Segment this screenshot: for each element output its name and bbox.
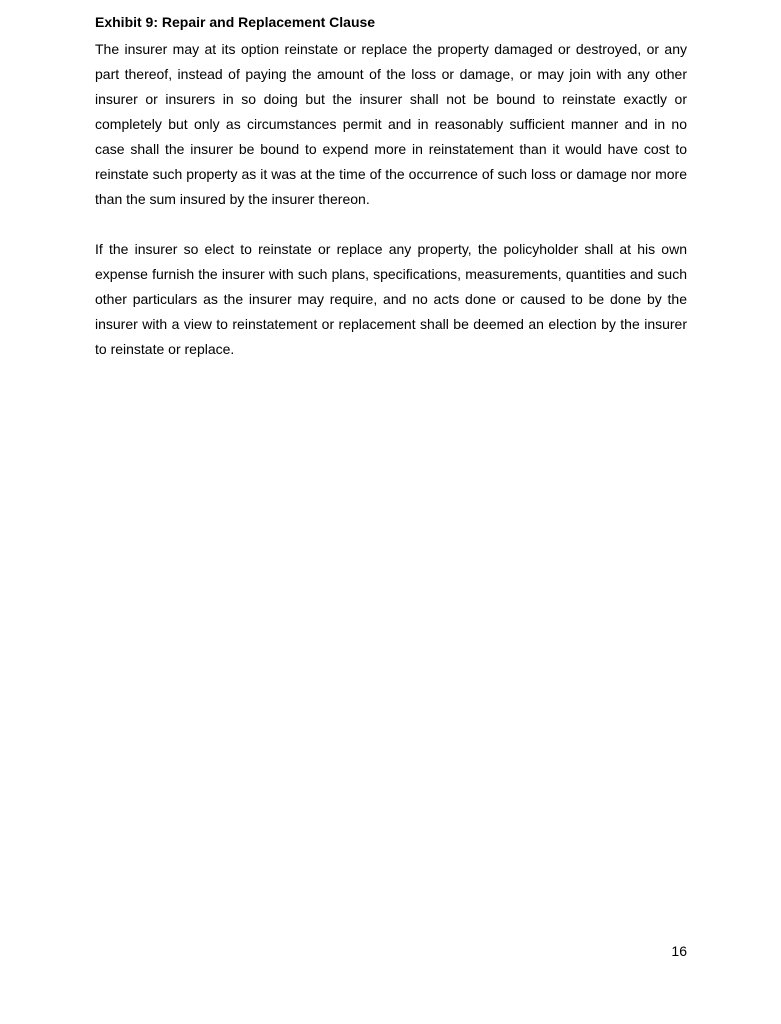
paragraph-policyholder-obligations: If the insurer so elect to reinstate or replace any property, the policyholder shall at his own expense furnish the insurer with such plans, specifications, measurements, quantities and such other particulars as the insurer may require, and no acts done or caused to be done by the insurer with a view to reinstatement or replacement shall be deemed an election by the insurer to reinstate or replace.	[95, 241, 687, 357]
document-body	[95, 12, 687, 362]
exhibit-title: Exhibit 9: Repair and Replacement Clause	[95, 14, 376, 30]
page-number: 16	[671, 943, 687, 959]
paragraph-reinstatement-option: The insurer may at its option reinstate or replace the property damaged or destroyed, or any part thereof, instead of paying the amount of the loss or damage, or may join with any other insurer or insurers in so doing but the insurer shall not be bound to reinstate exactly or completely but only as circumstances permit and in reasonably sufficient manner and in no case shall the insurer be bound to expend more in reinstatement than it would have cost to reinstate such property as it was at the time of the occurrence of such loss or damage nor more than the sum insured by the insurer thereon.	[95, 41, 687, 207]
